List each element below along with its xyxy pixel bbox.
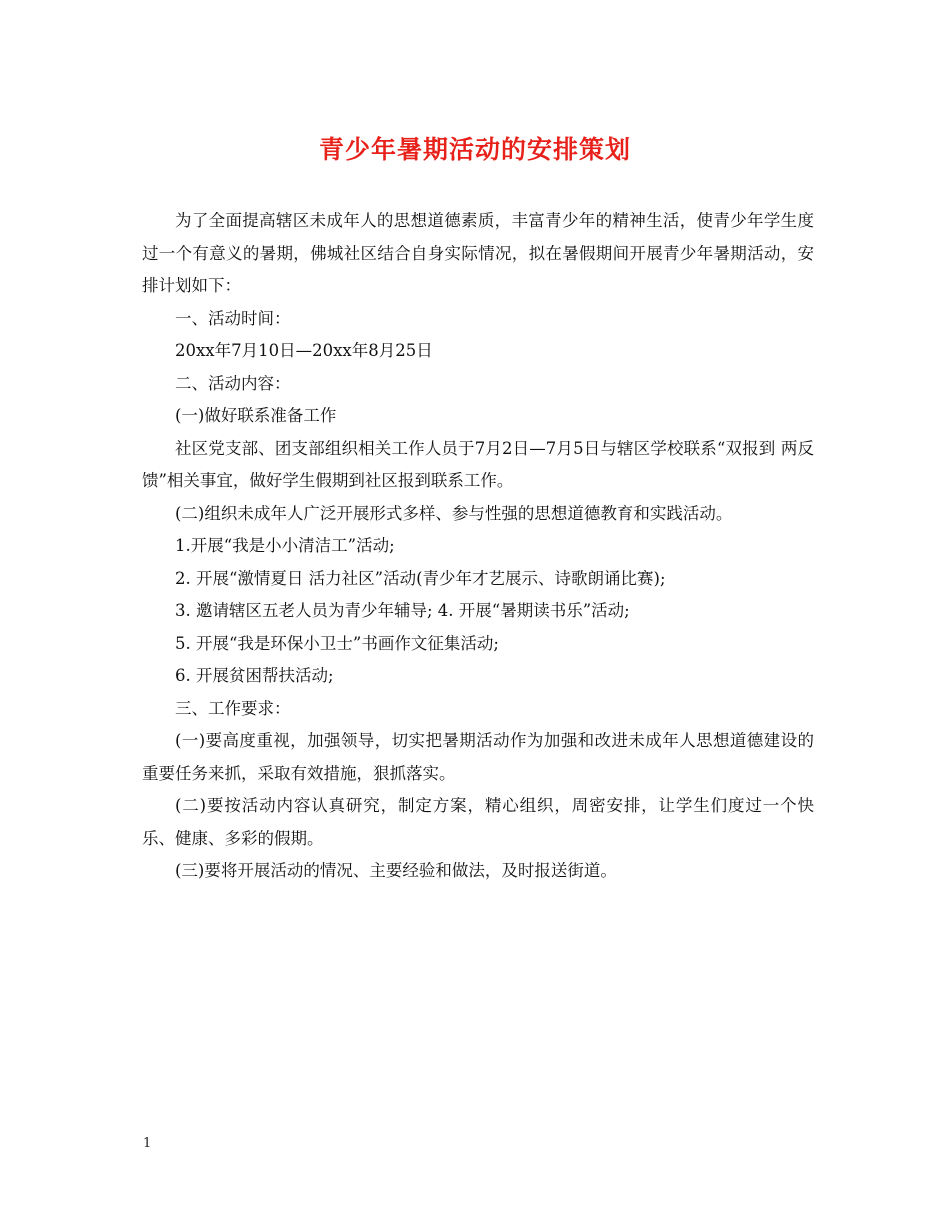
section-heading-content: 二、活动内容： <box>175 373 291 393</box>
requirement-paragraph-2: (二)要按活动内容认真研究，制定方案，精心组织，周密安排，让学生们度过一个快乐、健康、多彩的假期。 <box>142 796 814 848</box>
section-heading-requirements: 三、工作要求： <box>175 698 291 718</box>
document-title: 青少年暑期活动的安排策划 <box>318 135 631 164</box>
requirement-paragraph-1: (一)要高度重视，加强领导，切实把暑期活动作为加强和改进未成年人思想道德建设的重要任务来抓，采取有效措施，狠抓落实。 <box>142 731 814 783</box>
document-body <box>142 205 814 888</box>
subsection-heading-activities: (二)组织未成年人广泛开展形式多样、参与性强的思想道德教育和实践活动。 <box>175 503 733 523</box>
activity-item-3-4: 3. 邀请辖区五老人员为青少年辅导; 4. 开展“暑期读书乐”活动; <box>175 601 630 620</box>
page-number: 1 <box>143 1136 152 1151</box>
requirement-paragraph-3: (三)要将开展活动的情况、主要经验和做法，及时报送街道。 <box>175 861 617 880</box>
intro-paragraph: 为了全面提高辖区未成年人的思想道德素质，丰富青少年的精神生活，使青少年学生度过一个有意义的暑期，佛城社区结合自身实际情况，拟在暑假期间开展青少年暑期活动，安排计划如下： <box>142 211 814 295</box>
preparation-paragraph: 社区党支部、团支部组织相关工作人员于7月2日—7月5日与辖区学校联系“双报到 两反馈”相关事宜，做好学生假期到社区报到联系工作。 <box>142 438 814 490</box>
subsection-heading-preparation: (一)做好联系准备工作 <box>175 406 337 425</box>
activity-item-2: 2. 开展“激情夏日 活力社区”活动(青少年才艺展示、诗歌朗诵比赛); <box>175 568 666 588</box>
activity-item-5: 5. 开展“我是环保小卫士”书画作文征集活动; <box>175 633 499 653</box>
section-heading-time: 一、活动时间： <box>175 308 291 328</box>
activity-item-6: 6. 开展贫困帮扶活动; <box>175 666 334 685</box>
activity-item-1: 1.开展“我是小小清洁工”活动; <box>175 536 395 555</box>
activity-date-range: 20xx年7月10日—20xx年8月25日 <box>175 341 433 360</box>
